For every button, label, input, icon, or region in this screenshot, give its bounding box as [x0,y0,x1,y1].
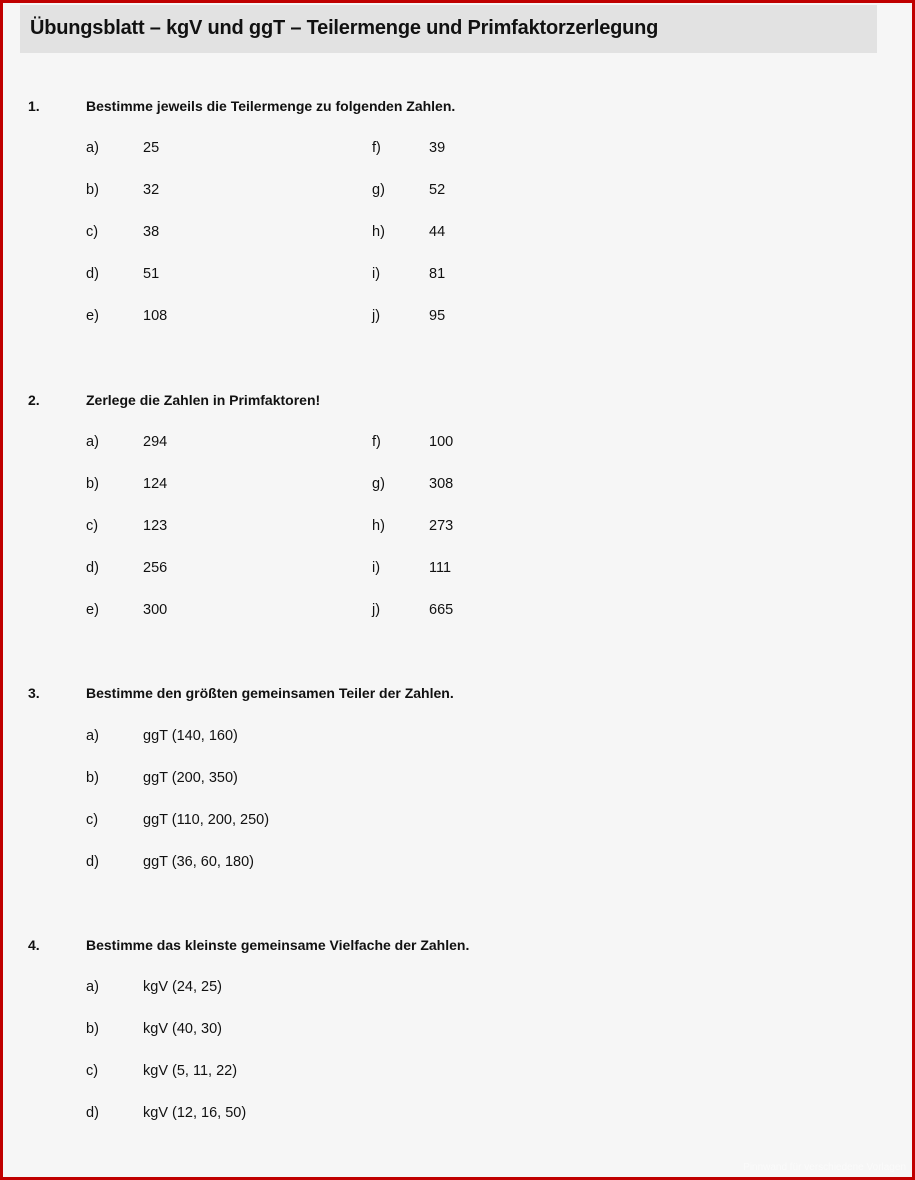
item-value: 108 [143,308,168,324]
item-value: 100 [429,434,454,450]
item-label: f) [372,434,381,450]
item-label: a) [86,728,99,744]
item-label: c) [86,1063,99,1079]
exercise-number: 1. [28,98,40,114]
item-value: 124 [143,476,168,492]
item-label: a) [86,140,99,156]
page-title: Übungsblatt – kgV und ggT – Teilermenge und Primfaktorzerlegung [30,17,659,39]
item-label: d) [86,1105,99,1121]
item-label: g) [372,476,385,492]
item-value: 51 [143,266,160,282]
item-value: 44 [429,224,446,240]
item-label: a) [86,979,99,995]
item-label: i) [372,266,381,282]
item-value: 300 [143,602,168,618]
item-label: b) [86,770,99,786]
item-value: 25 [143,140,160,156]
item-value: 39 [429,140,446,156]
item-value: 256 [143,560,168,576]
item-label: d) [86,854,99,870]
item-label: j) [372,308,381,324]
item-value: 52 [429,182,446,198]
item-label: j) [372,602,381,618]
item-value: kgV (5, 11, 22) [143,1063,238,1079]
item-label: g) [372,182,385,198]
item-value: 38 [143,224,160,240]
exercise-number: 4. [28,937,40,953]
exercise-instruction: Bestimme den größten gemeinsamen Teiler der Zahlen. [86,685,454,701]
item-value: kgV (24, 25) [143,979,222,995]
item-value: 123 [143,518,168,534]
item-label: a) [86,434,99,450]
item-label: d) [86,266,99,282]
item-value: 273 [429,518,454,534]
title-bar [20,5,877,53]
item-label: c) [86,224,99,240]
exercise-instruction: Zerlege die Zahlen in Primfaktoren! [86,392,321,408]
item-label: b) [86,476,99,492]
watermark-text: Pinnwand für verschiedene Vorlagen [743,1162,906,1173]
item-label: i) [372,560,381,576]
item-value: 665 [429,602,454,618]
item-value: 95 [429,308,446,324]
exercise-instruction: Bestimme jeweils die Teilermenge zu folgenden Zahlen. [86,98,456,114]
exercise-number: 3. [28,685,40,701]
item-label: b) [86,1021,99,1037]
item-label: e) [86,308,99,324]
item-label: h) [372,518,385,534]
item-label: b) [86,182,99,198]
item-value: 111 [429,560,452,576]
item-value: ggT (36, 60, 180) [143,854,254,870]
item-label: h) [372,224,385,240]
exercise-instruction: Bestimme das kleinste gemeinsame Vielfache der Zahlen. [86,937,470,953]
item-label: e) [86,602,99,618]
item-label: c) [86,812,99,828]
item-value: 294 [143,434,168,450]
item-label: f) [372,140,381,156]
item-value: ggT (200, 350) [143,770,238,786]
worksheet-page [3,3,912,1177]
item-value: ggT (110, 200, 250) [143,812,270,828]
item-value: 81 [429,266,446,282]
item-value: ggT (140, 160) [143,728,238,744]
item-value: 308 [429,476,454,492]
item-value: kgV (12, 16, 50) [143,1105,247,1121]
item-label: c) [86,518,99,534]
item-label: d) [86,560,99,576]
exercise-number: 2. [28,392,40,408]
item-value: kgV (40, 30) [143,1021,222,1037]
item-value: 32 [143,182,160,198]
